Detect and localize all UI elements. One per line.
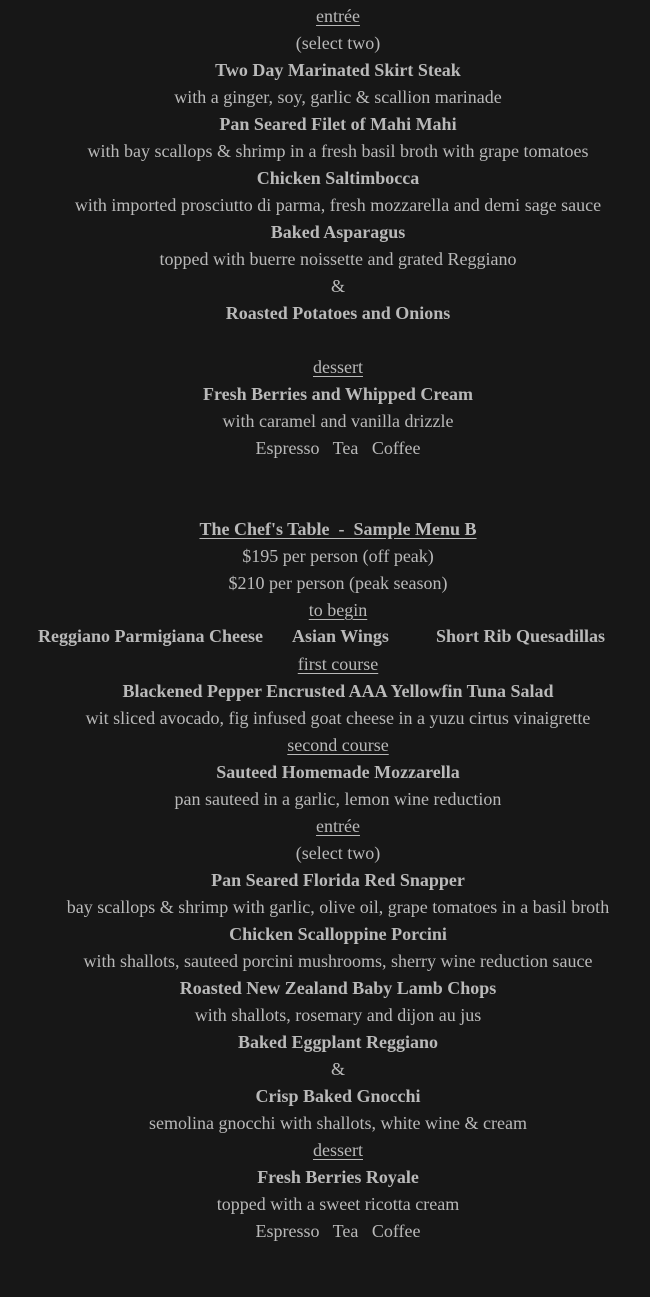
menu-b-entree-desc: with shallots, rosemary and dijon au jus [194, 1005, 482, 1025]
menu-a-entree-desc: with bay scallops & shrimp in a fresh basil broth with grape tomatoes [87, 141, 589, 161]
menu-a-dessert-desc: with caramel and vanilla drizzle [222, 411, 454, 431]
menu-b-entree-desc: with shallots, sauteed porcini mushrooms, sherry wine reduction sauce [83, 951, 593, 971]
menu-a-entree-heading: entrée [316, 6, 360, 26]
menu-a-entree-name: Chicken Saltimbocca [256, 168, 420, 188]
menu-b-dessert-name: Fresh Berries Royale [257, 1167, 419, 1187]
menu-b-side-1: Baked Eggplant Reggiano [237, 1032, 439, 1052]
menu-b-entree-name: Chicken Scalloppine Porcini [229, 924, 447, 944]
menu-a-entree-name: Two Day Marinated Skirt Steak [215, 60, 461, 80]
menu-a-beverages: Espresso Tea Coffee [255, 438, 421, 458]
starter-item: Short Rib Quesadillas [436, 626, 606, 646]
menu-b-entree-name: Roasted New Zealand Baby Lamb Chops [179, 978, 497, 998]
menu-a-entree-desc: with imported prosciutto di parma, fresh mozzarella and demi sage sauce [74, 195, 602, 215]
menu-a-entree-desc: topped with buerre noissette and grated Reggiano [159, 249, 517, 269]
starter-item: Reggiano Parmigiana Cheese [38, 626, 263, 646]
menu-a-side: Roasted Potatoes and Onions [225, 303, 451, 323]
menu-b-beverages: Espresso Tea Coffee [255, 1221, 421, 1241]
menu-b-price-off-peak: $195 per person (off peak) [242, 546, 434, 566]
menu-b-first-course-desc: wit sliced avocado, fig infused goat cheese in a yuzu cirtus vinaigrette [85, 708, 591, 728]
menu-a-entree-note: (select two) [295, 33, 381, 53]
menu-b-starters [0, 623, 650, 650]
menu-b-first-course-name: Blackened Pepper Encrusted AAA Yellowfin Tuna Salad [122, 681, 554, 701]
menu-b-side-2-desc: semolina gnocchi with shallots, white wine & cream [149, 1113, 527, 1133]
menu-b-to-begin-heading: to begin [308, 600, 368, 620]
menu-b-second-course-desc: pan sauteed in a garlic, lemon wine reduction [174, 789, 502, 809]
menu-b-dessert-heading: dessert [313, 1140, 363, 1160]
menu-a-dessert-heading: dessert [313, 357, 363, 377]
menu-a-entree-desc: with a ginger, soy, garlic & scallion marinade [174, 87, 502, 107]
menu-b-second-course-heading: second course [287, 735, 389, 755]
starter-item: Asian Wings [292, 626, 389, 646]
menu-a-entree-name: Baked Asparagus [270, 222, 406, 242]
menu-a-ampersand: & [330, 276, 345, 296]
menu-b-price-peak: $210 per person (peak season) [228, 573, 448, 593]
menu-a-dessert-name: Fresh Berries and Whipped Cream [202, 384, 473, 404]
menu-b-title: The Chef's Table - Sample Menu B [199, 519, 477, 539]
menu-b-ampersand: & [330, 1059, 345, 1079]
menu-b-entree-name: Pan Seared Florida Red Snapper [211, 870, 465, 890]
menu-b-first-course-heading: first course [297, 654, 379, 674]
menu-b-entree-desc: bay scallops & shrimp with garlic, olive oil, grape tomatoes in a basil broth [66, 897, 610, 917]
menu-b-entree-heading: entrée [316, 816, 360, 836]
menu-b-entree-note: (select two) [295, 843, 381, 863]
menu-b-side-2: Crisp Baked Gnocchi [255, 1086, 421, 1106]
menu-b-dessert-desc: topped with a sweet ricotta cream [216, 1194, 460, 1214]
menu-b-second-course-name: Sauteed Homemade Mozzarella [216, 762, 460, 782]
menu-a-entree-name: Pan Seared Filet of Mahi Mahi [219, 114, 457, 134]
